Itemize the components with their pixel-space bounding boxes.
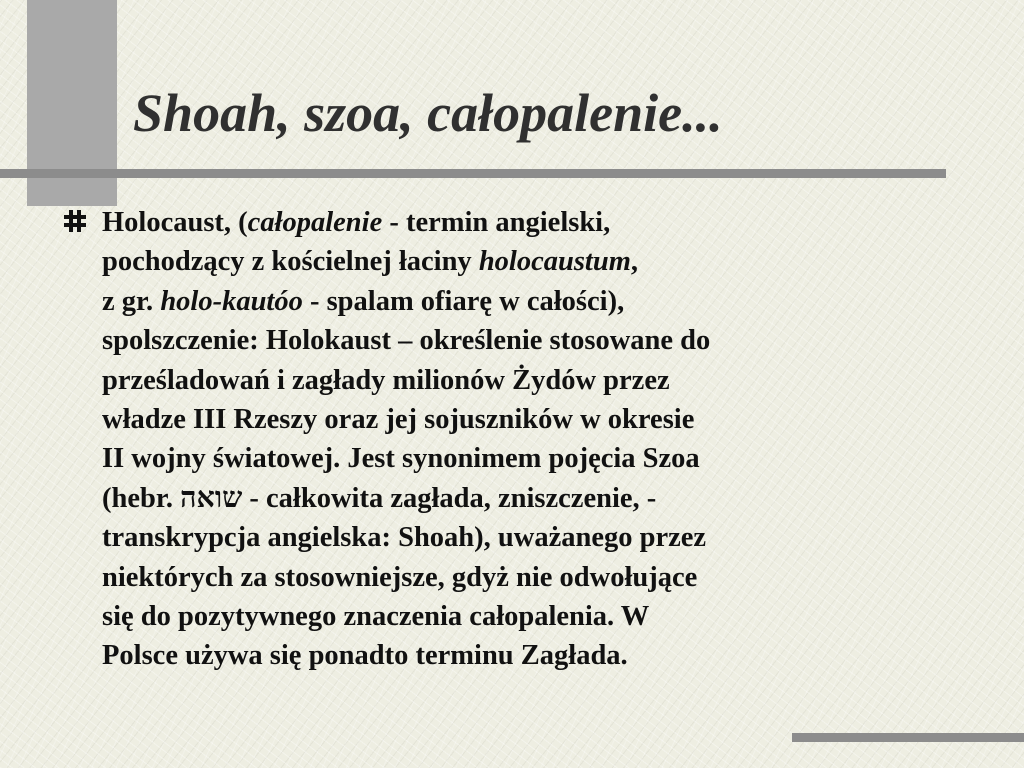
text-line: spolszczenie: Holokaust – określenie stosowane do <box>102 325 711 357</box>
text-line: Holocaust, (całopalenie - termin angielski, <box>102 207 611 238</box>
text-line: z gr. holo-kautóo - spalam ofiarę w całości), <box>102 285 625 317</box>
text-line: władze III Rzeszy oraz jej sojuszników w okresie <box>102 404 695 436</box>
body-paragraph <box>102 203 902 676</box>
text-line: się do pozytywnego znaczenia całopalenia. W <box>102 601 650 633</box>
text-line: Polsce używa się ponadto terminu Zagłada. <box>102 640 628 672</box>
italic-term: całopalenie <box>247 207 383 238</box>
italic-term: holo-kautóo <box>160 285 303 317</box>
title-divider-rule <box>0 169 946 178</box>
italic-term: holocaustum <box>478 246 631 278</box>
text-line: transkrypcja angielska: Shoah), uważanego przez <box>102 522 707 554</box>
text-line: pochodzący z kościelnej łaciny holocaustum, <box>102 246 638 278</box>
footer-divider-rule <box>792 733 1024 742</box>
hash-bullet-icon <box>62 208 88 234</box>
text-line: (hebr. שואה - całkowita zagłada, zniszczenie, - <box>102 482 657 514</box>
text-line: II wojny światowej. Jest synonimem pojęcia Szoa <box>102 443 700 475</box>
text-line: niektórych za stosowniejsze, gdyż nie odwołujące <box>102 561 698 593</box>
slide-title: Shoah, szoa, całopalenie... <box>133 83 723 143</box>
text-line: prześladowań i zagłady milionów Żydów przez <box>102 364 670 396</box>
